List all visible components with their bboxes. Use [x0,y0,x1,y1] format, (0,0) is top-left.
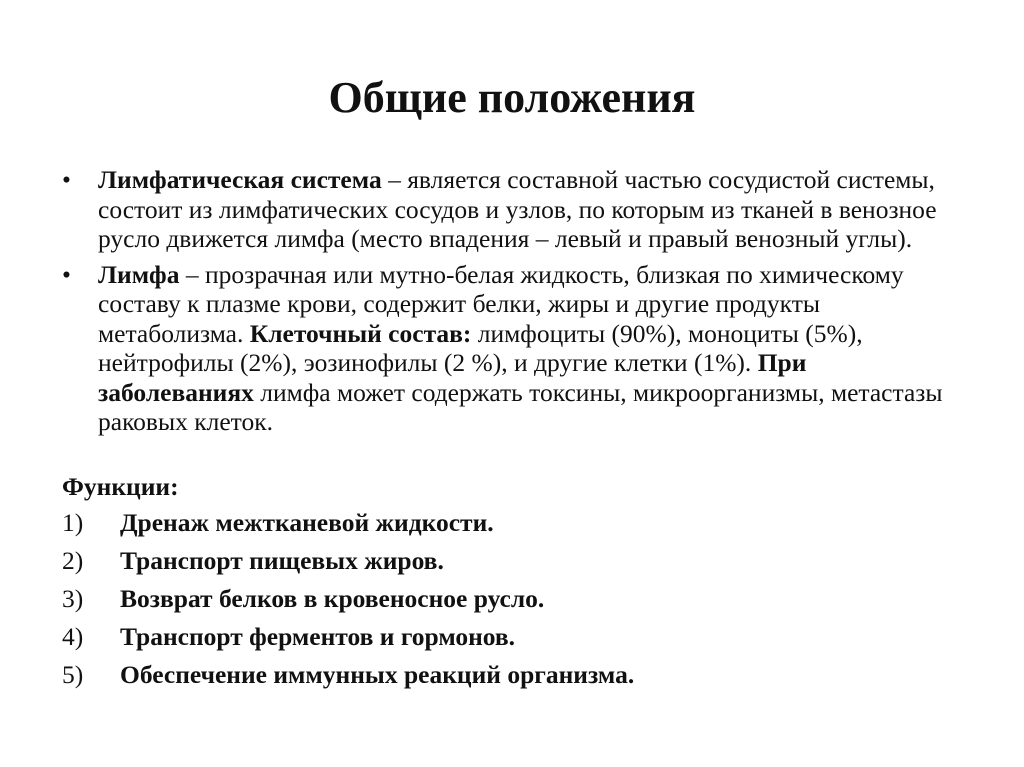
bullet-text: лимфа может содержать токсины, микроорганизмы, метастазы раковых клеток. [98,377,943,436]
function-item [62,506,962,540]
bullet-text: лимфоциты (90%), моноциты (5%), нейтрофилы (2%), эозинофилы (2 %), и другие клетки (1%). [98,318,863,377]
function-number: 5) [62,660,84,689]
functions-heading: Функции: [62,472,179,501]
bullet-term: Лимфа [98,259,180,289]
slide-title: Общие положения [328,73,696,122]
bullet-marker: • [62,165,71,194]
bullet-emphasis-cell-composition: Клеточный состав: [249,318,472,348]
function-text: Транспорт пищевых жиров. [120,546,444,575]
function-text: Обеспечение иммунных реакций организма. [120,660,635,689]
function-item [62,582,962,616]
function-number: 4) [62,622,84,651]
bullet-text: – прозрачная или мутно-белая жидкость, близкая по химическому составу к плазме крови, содержит белки, жиры и другие продукты метаболизма. [98,259,904,348]
bullet-marker: • [62,259,71,289]
function-text: Возврат белков в кровеносное русло. [120,584,545,613]
function-number: 2) [62,546,84,575]
bullet-list [62,165,962,443]
bullet-item-lymph [62,260,962,437]
function-item [62,544,962,578]
function-item [62,620,962,654]
function-text: Дренаж межтканевой жидкости. [120,508,494,537]
function-text: Транспорт ферментов и гормонов. [120,622,516,651]
function-number: 3) [62,584,84,613]
bullet-item-lymphatic-system [62,165,962,254]
bullet-emphasis-diseases: При заболеваниях [98,348,807,407]
function-number: 1) [62,508,84,537]
functions-list [62,506,962,696]
bullet-text: – является составной частью сосудистой системы, состоит из лимфатических сосудов и узлов, по которым из тканей в венозное русло движется лимфа (место впадения – левый и правый венозный углы). [98,165,937,253]
bullet-term: Лимфатическая система [98,165,382,194]
function-item [62,658,962,692]
